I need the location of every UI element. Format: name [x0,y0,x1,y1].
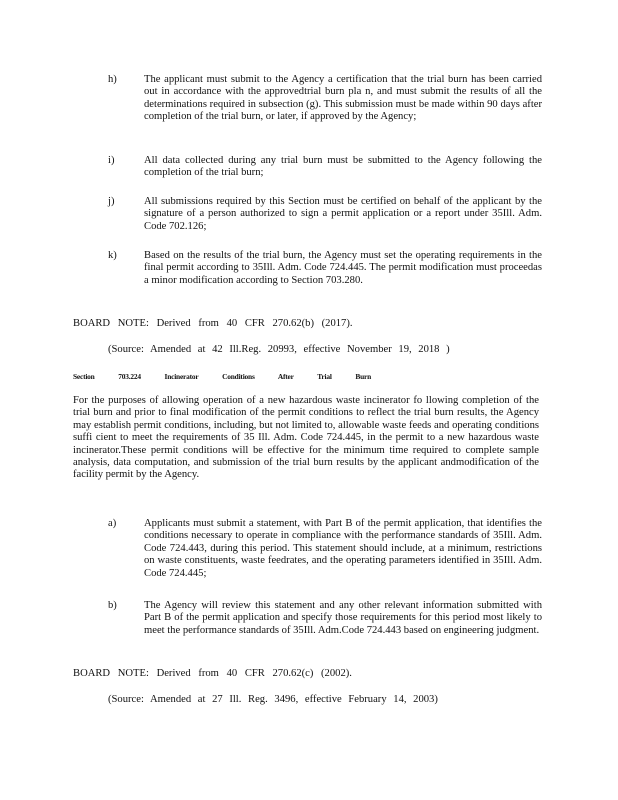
board-note: BOARD NOTE: Derived from 40 CFR 270.62(c) (2002). [73,668,352,679]
item-label: i) [108,155,115,166]
item-label: j) [108,196,115,207]
source-note: (Source: Amended at 27 Ill. Reg. 3496, effective February 14, 2003) [108,694,438,705]
item-text: Based on the results of the trial burn, the Agency must set the operating requirements in the final permit according to 35Ill. Adm. Code 724.445. The permit modification must proceedas a minor modification according to Section 703.280. [144,250,542,286]
item-text: All submissions required by this Section must be certified on behalf of the applicant by the signature of a person authorized to sign a permit application or a report under 35Ill. Adm. Code 702.126; [144,196,542,232]
item-text: The Agency will review this statement and any other relevant information submitted with Part B of the permit application and specify those requirements for this period most likely to meet the performance standards of 35Ill. Adm.Code 724.443 based on engineering judgment. [144,600,542,636]
item-label: a) [108,518,117,529]
source-note: (Source: Amended at 42 Ill.Reg. 20993, effective November 19, 2018 ) [108,344,450,355]
item-text: The applicant must submit to the Agency a certification that the trial burn has been carried out in accordance with the approvedtrial burn pla n, and must submit the results of all the determinations required in subsection (g). This submission must be made within 90 days after completion of the trial burn, or later, if approved by the Agency; [144,74,542,123]
item-label: k) [108,250,117,261]
item-label: b) [108,600,117,611]
section-heading [73,371,393,383]
section-title-word: Incinerator [164,372,199,381]
section-word: Section [73,372,95,381]
item-label: h) [108,74,117,85]
section-intro-paragraph: For the purposes of allowing operation of a new hazardous waste incinerator fo llowing completion of the trial burn and prior to final modification of the permit conditions to reflect the trial burn results, the Agency may establish permit conditions, including, but not limited to, allowable waste feeds and operating conditions suffi cient to meet the requirements of 35 Ill. Adm. Code 724.445, in the permit to a new hazardous waste incinerator.These permit conditions will be effective for the minimum time required to complete sample analysis, data computation, and submission of the trial burn results by the applicant andmodification of the facility permit by the Agency. [73,395,539,481]
section-title-word: After [277,372,294,381]
item-text: Applicants must submit a statement, with Part B of the permit application, that identifies the conditions necessary to operate in compliance with the performance standards of 35Ill. Adm. Code 724.443, during this period. This statement should include, at a minimum, restrictions on waste constituents, waste feedrates, and the operating parameters identified in 35Ill. Adm. Code 724.445; [144,518,542,579]
section-title-word: Burn [355,372,371,381]
board-note: BOARD NOTE: Derived from 40 CFR 270.62(b) (2017). [73,318,353,329]
item-text: All data collected during any trial burn must be submitted to the Agency following the completion of the trial burn; [144,155,542,179]
section-number: 703.224 [118,372,141,381]
section-title-word: Conditions [222,372,255,381]
section-title-word: Trial [317,372,332,381]
